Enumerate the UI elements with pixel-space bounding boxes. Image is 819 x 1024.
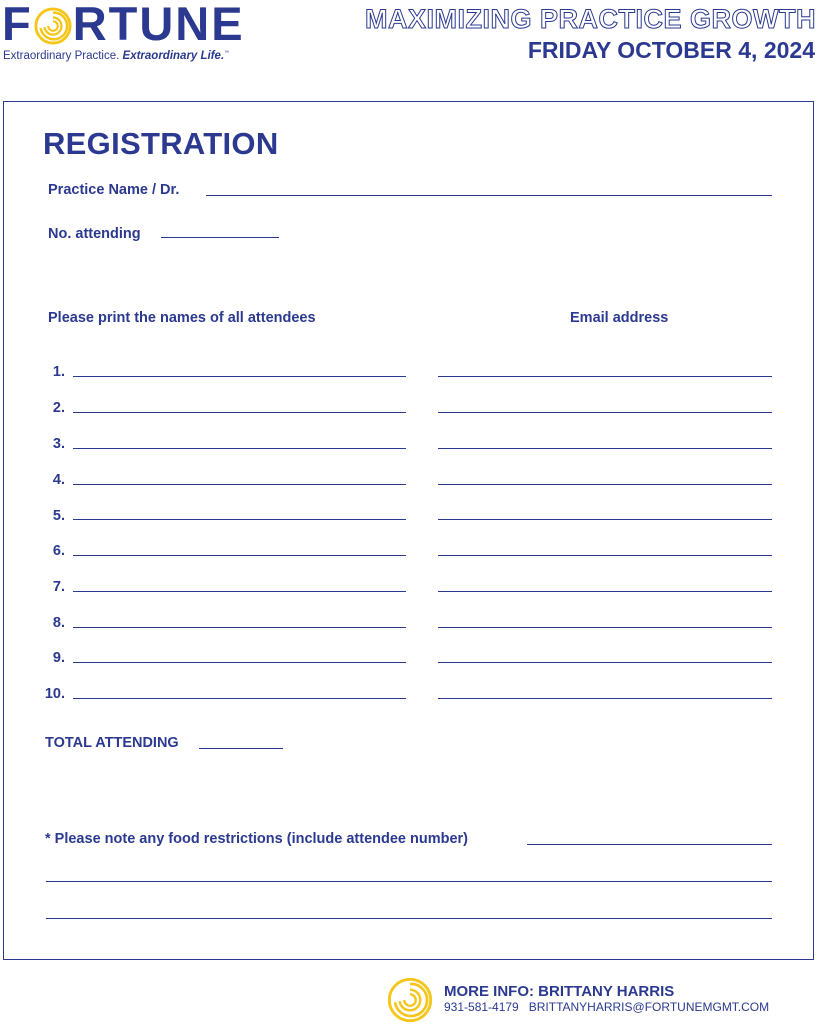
attendee-email-field-2[interactable] [438, 412, 772, 413]
contact-phone[interactable]: 931-581-4179 [444, 1000, 519, 1014]
footer-swirl-icon [387, 977, 433, 1023]
attendee-email-field-10[interactable] [438, 698, 772, 699]
row-number: 10. [44, 686, 65, 702]
attendee-email-field-5[interactable] [438, 519, 772, 520]
row-number: 2. [52, 400, 65, 416]
attendee-name-field-10[interactable] [73, 698, 406, 699]
row-number: 4. [52, 472, 65, 488]
food-restrictions-line-2[interactable] [46, 881, 772, 882]
gold-swirl-icon [34, 7, 72, 45]
row-number: 7. [52, 579, 65, 595]
attending-count-label: No. attending [48, 226, 141, 242]
trademark-mark: ™ [224, 50, 230, 57]
practice-name-field[interactable] [206, 195, 772, 196]
fortune-logo [2, 0, 245, 48]
event-title: MAXIMIZING PRACTICE GROWTH [365, 4, 816, 34]
attendee-email-field-6[interactable] [438, 555, 772, 556]
attendee-names-header: Please print the names of all attendees [48, 310, 316, 326]
attendee-name-field-4[interactable] [73, 484, 406, 485]
attendee-email-field-9[interactable] [438, 662, 772, 663]
attendee-email-field-7[interactable] [438, 591, 772, 592]
attendee-name-field-5[interactable] [73, 519, 406, 520]
attendee-name-field-3[interactable] [73, 448, 406, 449]
attendee-email-field-1[interactable] [438, 376, 772, 377]
tagline-plain: Extraordinary Practice. [3, 50, 120, 62]
more-info-title: MORE INFO: BRITTANY HARRIS [444, 983, 675, 1000]
email-address-header: Email address [570, 310, 669, 326]
attendee-email-field-3[interactable] [438, 448, 772, 449]
row-number: 3. [52, 436, 65, 452]
attendee-email-field-4[interactable] [438, 484, 772, 485]
attending-count-field[interactable] [161, 237, 279, 238]
food-restrictions-field[interactable] [527, 844, 772, 845]
attendee-name-field-1[interactable] [73, 376, 406, 377]
food-restrictions-line-3[interactable] [46, 918, 772, 919]
logo-tagline [3, 50, 229, 62]
attendee-email-field-8[interactable] [438, 627, 772, 628]
attendee-name-field-2[interactable] [73, 412, 406, 413]
attendee-name-field-8[interactable] [73, 627, 406, 628]
event-date: FRIDAY OCTOBER 4, 2024 [527, 37, 815, 63]
attendee-name-field-9[interactable] [73, 662, 406, 663]
practice-name-label: Practice Name / Dr. [48, 182, 180, 198]
row-number: 6. [52, 543, 65, 559]
registration-title: REGISTRATION [43, 126, 279, 161]
footer-contact [444, 1000, 769, 1014]
logo-letters-rtune: RTUNE [72, 0, 245, 50]
attendee-name-field-6[interactable] [73, 555, 406, 556]
total-attending-label: TOTAL ATTENDING [45, 735, 179, 751]
tagline-italic: Extraordinary Life. [122, 50, 225, 62]
attendee-name-field-7[interactable] [73, 591, 406, 592]
contact-email[interactable]: BRITTANYHARRIS@FORTUNEMGMT.COM [528, 1000, 770, 1014]
row-number: 5. [52, 508, 65, 524]
food-restrictions-label: * Please note any food restrictions (include attendee number) [45, 831, 469, 847]
row-number: 9. [52, 650, 65, 666]
row-number: 8. [52, 615, 65, 631]
total-attending-field[interactable] [199, 748, 283, 749]
row-number: 1. [52, 364, 65, 380]
logo-letter-f: F [2, 0, 33, 50]
